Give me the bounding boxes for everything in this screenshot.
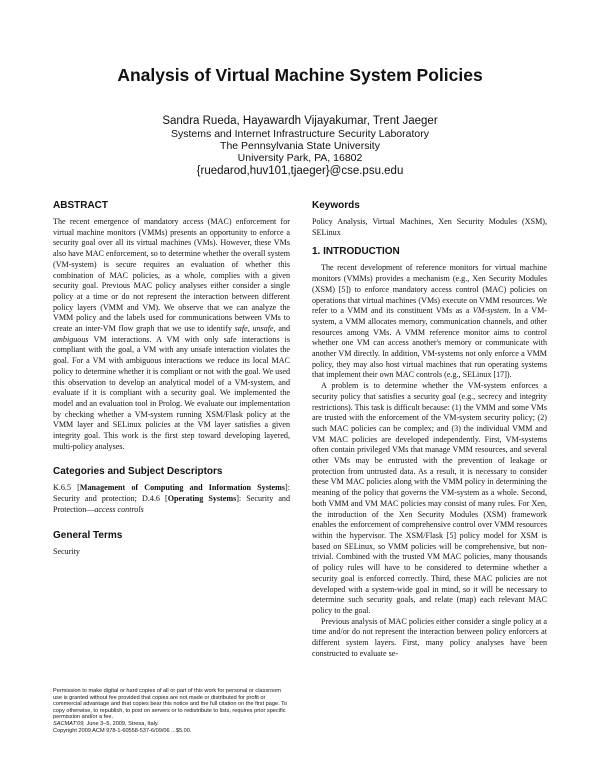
- author-names: Sandra Rueda, Hayawardh Vijayakumar, Trent Jaeger: [162, 115, 438, 127]
- left-column: [53, 200, 290, 557]
- intro-paragraph-2: A problem is to determine whether the VM-system enforces a security policy that satisfies a security goal (e.g., secrecy and integrity restrictions). This task is difficult because: (1) the VMM and some VMs are trusted with the enforcement of the VM-system security policy; (2) such MAC policies can be complex; and (3) the individual VMM and VM MAC policies are developed independently. First, VM-systems often contain privileged VMs that manage VMM resources, and several other VMs may be entrusted with the prevention of leakage or protection from untrusted data. As a result, it is necessary to consider these VM MAC policies along with the VMM policy in determining the meaning of the policy that governs the VM-system as a whole. Second, both VMM and VM MAC policies may consist of many rules. For Xen, the introduction of the Xen Security Modules (XSM) framework enables the enforcement of comprehensive control over VMM resources within the hypervisor. The XSM/Flask [5] policy model for XSM is based on SELinux, so VMM policies will be comprehensive, but non-trivial. Combined with the trusted VM MAC policies, many thousands of policy rules will have to be considered to determine whether a security goal is enforced correctly. Third, these MAC policies are not developed with a system-wide goal in mind, so it will be necessary to determine such security goals, and relate (map) each relevant MAC policy to the goal.: [312, 381, 547, 615]
- author-block: [0, 115, 600, 178]
- intro-paragraph-3: Previous analysis of MAC policies either consider a single policy at a time and/or do not represent the interaction between policy enforcers at different system layers. First, many policy analyses have been constructed to evaluate se-: [312, 616, 547, 658]
- introduction-heading: 1. INTRODUCTION: [312, 246, 400, 258]
- general-terms-text: Security: [53, 546, 80, 556]
- abstract-text: The recent emergence of mandatory access (MAC) enforcement for virtual machine monitors (VMMs) presents an opportunity to enforce a security goal over all its virtual machines (VMs). However, these VMs also have MAC enforcement, so to determine whether the overall system (VM-system) is secure requires an evaluation of whether this combination of MAC policies, as a whole, complies with a given security goal. Previous MAC policy analyses either consider a single policy at a time or do not represent the interaction between different policy layers (VMM and VM). We observe that we can analyze the VMM policy and the labels used for communications between VMs to create an inter-VM flow graph that we use to identify safe, unsafe, and ambiguous VM interactions. A VM with only safe interactions is compliant with the goal, a VM with any unsafe interaction violates the goal. For a VM with ambiguous interactions we reduce its local MAC policy to determine whether it is compliant or not with the goal. We used this observation to develop an analytical model of a VM-system, and evaluate if it is compliant with a security goal. We implemented the model and an evaluation tool in Prolog. We evaluate our implementation by checking whether a VM-system running XSM/Flask policy at the VMM layer and SELinux policies at the VM layer satisfies a given integrity goal. This work is the first step toward developing layered, multi-policy analyses.: [53, 217, 291, 451]
- categories-text: K.6.5 [Management of Computing and Information Systems]: Security and protection; D.4.6 [Operating Systems]: Security and Protection—access controls: [53, 483, 291, 514]
- copyright-notice: [53, 688, 290, 734]
- author-lab: Systems and Internet Infrastructure Security Laboratory: [171, 128, 429, 140]
- abstract-heading: ABSTRACT: [53, 200, 108, 211]
- intro-paragraph-1: The recent development of reference monitors for virtual machine monitors (VMMs) provides a mechanism (e.g., Xen Security Modules (XSM) [5]) to enforce mandatory access control (MAC) policies on operations that virtual machines (VMs) execute on VMM resources. We refer to a VMM and its constituent VMs as a VM-system. In a VM-system, a VMM allocates memory, communication channels, and other resources among VMs. A VMM reference monitor aims to control whether one VM can access another's memory or communicate with another VM directly. In addition, VM-systems not only enforce a VMM policy, they may also host virtual machines that run operating systems that implement their own MAC controls (e.g., SELinux [17]).: [312, 263, 547, 380]
- right-column: [312, 200, 547, 659]
- general-terms-heading: General Terms: [53, 529, 123, 541]
- copyright-venue: SACMAT’09, June 3–5, 2009, Stresa, Italy.: [53, 720, 159, 727]
- paper-title: Analysis of Virtual Machine System Policies: [117, 65, 483, 85]
- author-location: University Park, PA, 16802: [237, 152, 363, 164]
- copyright-permission: Permission to make digital or hard copies of all or part of this work for personal or classroom use is granted without fee provided that copies are not made or distributed for profit or commercial advantage and that copies bear this notice and the full citation on the first page. To copy otherwise, to republish, to post on servers or to redistribute to lists, requires prior specific permission and/or a fee.: [53, 688, 288, 721]
- categories-heading: Categories and Subject Descriptors: [53, 466, 223, 478]
- copyright-line: Copyright 2009 ACM 978-1-60558-537-6/09/06 ...$5.00.: [53, 727, 192, 734]
- keywords-heading: Keywords: [312, 200, 360, 211]
- keywords-text: Policy Analysis, Virtual Machines, Xen Security Modules (XSM), SELinux: [312, 217, 547, 237]
- author-university: The Pennsylvania State University: [220, 140, 380, 152]
- author-email: {ruedarod,huv101,tjaeger}@cse.psu.edu: [196, 165, 404, 177]
